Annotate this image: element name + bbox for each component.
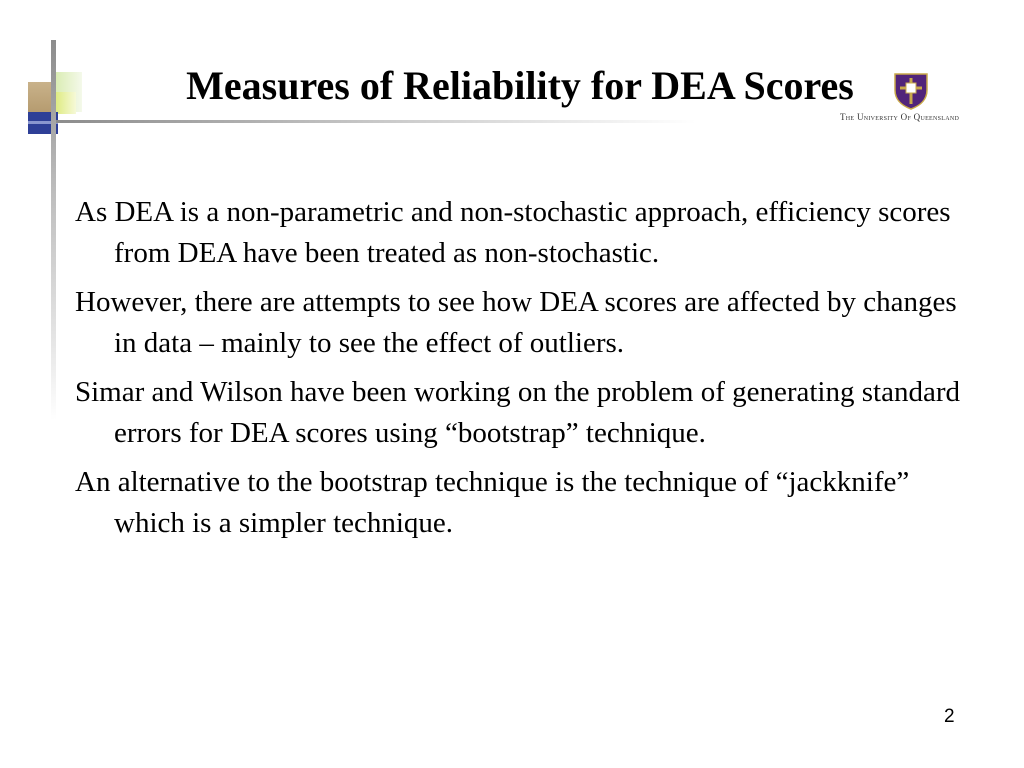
decorative-yellow-square — [54, 92, 76, 114]
paragraph: However, there are attempts to see how DEA scores are affected by changes in data – mainly to see the effect of outliers. — [75, 286, 957, 359]
slide-body — [75, 192, 965, 552]
page-number: 2 — [944, 706, 955, 727]
slide-title: Measures of Reliability for DEA Scores — [186, 63, 854, 108]
vertical-rule — [51, 40, 56, 420]
title-underline — [56, 120, 696, 123]
paragraph: An alternative to the bootstrap technique is the technique of “jackknife” which is a simpler technique. — [75, 466, 910, 539]
crest-icon — [893, 72, 929, 110]
paragraph: Simar and Wilson have been working on the problem of generating standard errors for DEA scores using “bootstrap” technique. — [75, 376, 960, 449]
university-logo-text: The University Of Queensland — [840, 112, 960, 122]
paragraph: As DEA is a non-parametric and non-stochastic approach, efficiency scores from DEA have been treated as non-stochastic. — [75, 196, 951, 269]
